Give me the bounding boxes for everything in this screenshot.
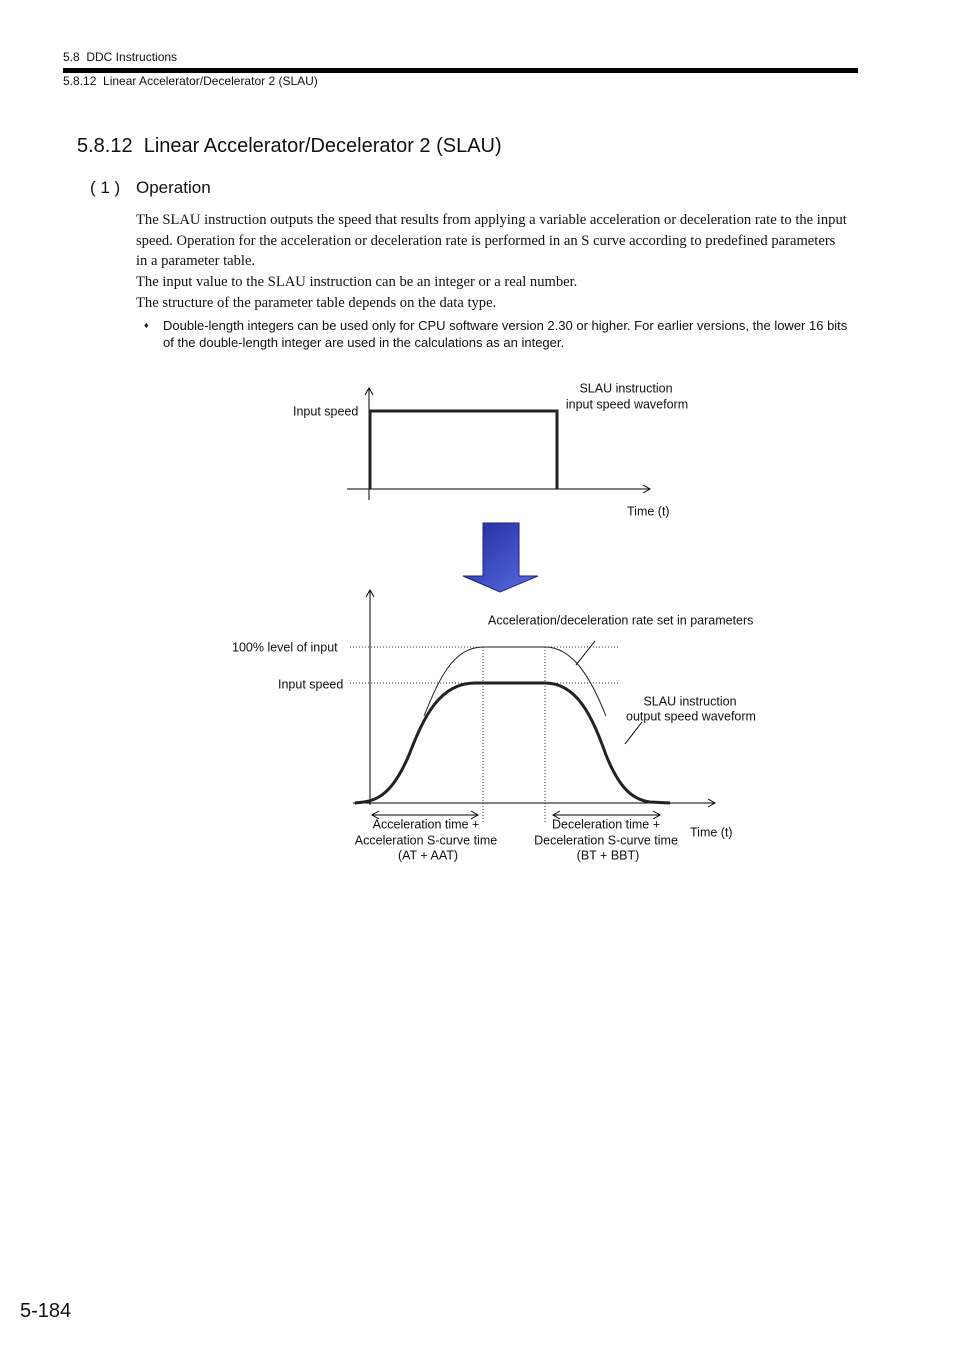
decel-label-line1: Deceleration time + <box>551 817 661 832</box>
subheading-number: ( 1 ) <box>90 178 121 197</box>
rate-pointer-line <box>576 641 595 665</box>
output-pointer-line <box>625 722 642 744</box>
page-title: 5.8.12 Linear Accelerator/Decelerator 2 (SLAU) <box>77 135 502 157</box>
fig1-x-label: Time (t) <box>627 504 670 519</box>
rate-label: Acceleration/deceleration rate set in parameters <box>488 613 754 628</box>
fig1-caption-line2: input speed waveform <box>565 397 689 412</box>
level-label: 100% level of input <box>232 640 338 655</box>
input-waveform-diagram <box>293 381 688 518</box>
fig2-caption-line2: output speed waveform <box>626 709 756 724</box>
header-section: 5.8 DDC Instructions <box>63 50 178 64</box>
accel-label-line2: Acceleration S-curve time <box>354 833 498 848</box>
fig2-y-label: Input speed <box>278 677 344 692</box>
operation-description <box>136 210 848 314</box>
fig2-caption-line1: SLAU instruction <box>643 694 737 709</box>
accel-label-line3: (AT + AAT) <box>397 848 459 863</box>
input-speed-step-waveform <box>370 411 557 489</box>
paragraph: The SLAU instruction outputs the speed that results from applying a variable acceleration or deceleration rate to the input speed. Operation for the acceleration or deceleration rate is performed in an S curve according to predefined parameters in a parameter table. <box>136 212 847 270</box>
header-subsection: 5.8.12 Linear Accelerator/Decelerator 2 (SLAU) <box>63 74 318 88</box>
paragraph: The input value to the SLAU instruction can be an integer or a real number. <box>136 274 578 291</box>
fig2-x-label: Time (t) <box>690 825 733 840</box>
down-arrow-icon <box>463 523 538 592</box>
decel-label-line2: Deceleration S-curve time <box>534 833 678 848</box>
output-speed-curve <box>355 683 670 803</box>
fig1-caption-line1: SLAU instruction <box>579 381 673 396</box>
fig1-y-label: Input speed <box>293 404 359 419</box>
note-bullet <box>144 317 856 351</box>
output-waveform-diagram <box>232 590 756 862</box>
subheading-label: Operation <box>136 178 211 197</box>
accel-label-line1: Acceleration time + <box>372 817 480 832</box>
header-rule <box>63 68 858 73</box>
diamond-bullet-icon: ♦ <box>144 320 149 330</box>
paragraph: The structure of the parameter table depends on the data type. <box>136 294 497 311</box>
decel-label-line3: (BT + BBT) <box>576 848 640 863</box>
page-number: 5-184 <box>20 1300 72 1322</box>
slau-waveform-figure <box>0 370 954 880</box>
note-text: Double-length integers can be used only for CPU software version 2.30 or higher. For earlier versions, the lower 16 bits of the double-length integer are used in the calculations as an integer. <box>163 318 848 350</box>
